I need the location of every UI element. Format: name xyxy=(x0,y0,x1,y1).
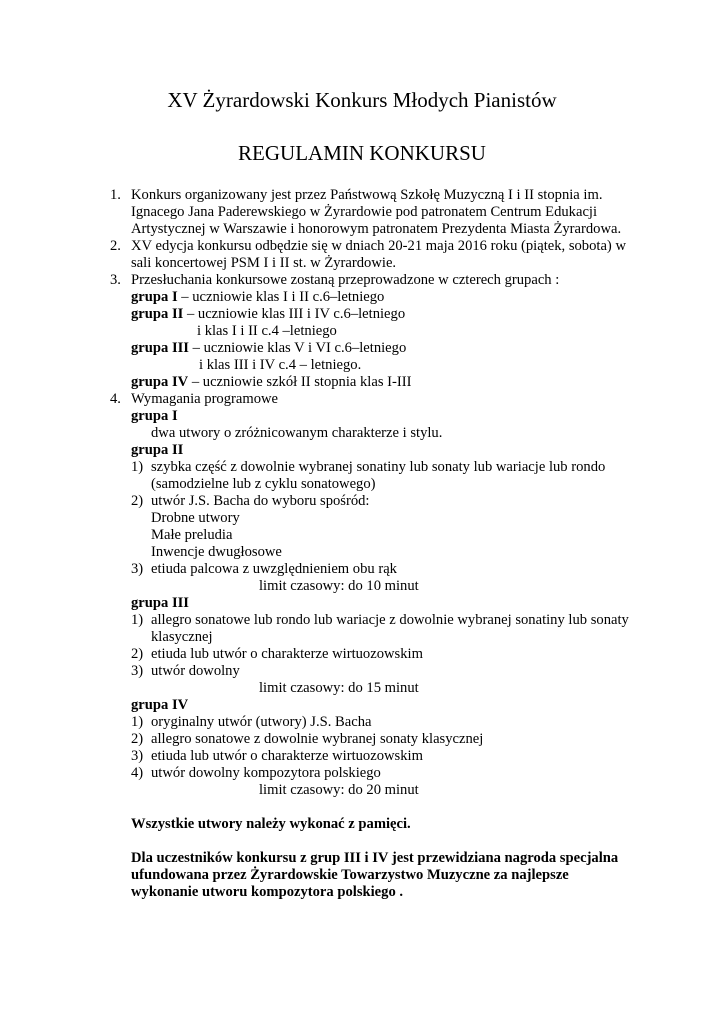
group-description-continued: i klas I i II c.4 –letniego xyxy=(197,323,337,339)
requirement-number: 2) xyxy=(131,731,144,747)
requirement-text: etiuda lub utwór o charakterze wirtuozowskim xyxy=(151,646,423,662)
prize-note-line: ufundowana przez Żyrardowskie Towarzystwo Muzyczne za najlepsze xyxy=(131,867,569,883)
requirement-text: dwa utwory o zróżnicowanym charakterze i stylu. xyxy=(151,425,443,441)
item-text-line: Przesłuchania konkursowe zostaną przeprowadzone w czterech grupach : xyxy=(131,272,560,288)
group-heading: grupa I xyxy=(131,408,178,424)
item-number: 4. xyxy=(110,391,121,407)
requirement-text: szybka część z dowolnie wybranej sonatiny lub sonaty lub wariacje lub rondo xyxy=(151,459,606,475)
group-line xyxy=(131,289,384,306)
prize-note-line: wykonanie utworu kompozytora polskiego . xyxy=(131,884,404,900)
memory-note: Wszystkie utwory należy wykonać z pamięci. xyxy=(131,816,411,832)
time-limit: limit czasowy: do 15 minut xyxy=(259,680,419,696)
requirement-text: etiuda lub utwór o charakterze wirtuozowskim xyxy=(151,748,423,764)
group-label: grupa III xyxy=(131,340,189,356)
time-limit: limit czasowy: do 20 minut xyxy=(259,782,419,798)
group-label: grupa II xyxy=(131,306,184,322)
group-description-continued: i klas III i IV c.4 – letniego. xyxy=(199,357,362,373)
requirement-number: 3) xyxy=(131,561,144,577)
group-heading: grupa III xyxy=(131,595,189,611)
requirement-number: 3) xyxy=(131,748,144,764)
requirement-number: 3) xyxy=(131,663,144,679)
requirement-subitem: Drobne utwory xyxy=(151,510,240,526)
document-subtitle: REGULAMIN KONKURSU xyxy=(238,141,486,165)
group-line xyxy=(131,340,406,357)
requirement-text: utwór J.S. Bacha do wyboru spośród: xyxy=(151,493,370,509)
item-number: 2. xyxy=(110,238,121,254)
requirement-number: 1) xyxy=(131,714,144,730)
requirement-number: 1) xyxy=(131,459,144,475)
group-heading: grupa II xyxy=(131,442,184,458)
group-description: – uczniowie klas V i VI c.6–letniego xyxy=(189,340,407,356)
item-text-line: Artystycznej w Warszawie i honorowym patronatem Prezydenta Miasta Żyrardowa. xyxy=(131,221,622,237)
group-label: grupa IV xyxy=(131,374,189,390)
document-title: XV Żyrardowski Konkurs Młodych Pianistów xyxy=(167,88,557,112)
item-text-line: XV edycja konkursu odbędzie się w dniach 20-21 maja 2016 roku (piątek, sobota) w xyxy=(131,238,626,254)
item-text-line: Wymagania programowe xyxy=(131,391,279,407)
requirement-number: 2) xyxy=(131,493,144,509)
item-text-line: Ignacego Jana Paderewskiego w Żyrardowie pod patronatem Centrum Edukacji xyxy=(131,204,598,220)
requirement-subitem: Małe preludia xyxy=(151,527,233,543)
group-description: – uczniowie klas III i IV c.6–letniego xyxy=(183,306,406,322)
group-heading: grupa IV xyxy=(131,697,189,713)
time-limit: limit czasowy: do 10 minut xyxy=(259,578,419,594)
prize-note-line: Dla uczestników konkursu z grup III i IV jest przewidziana nagroda specjalna xyxy=(131,850,619,866)
group-label: grupa I xyxy=(131,289,178,305)
group-line xyxy=(131,374,411,391)
requirement-text: utwór dowolny xyxy=(151,663,240,679)
item-text-line: Konkurs organizowany jest przez Państwową Szkołę Muzyczną I i II stopnia im. xyxy=(131,187,603,203)
group-line xyxy=(131,306,405,323)
requirement-text: klasycznej xyxy=(151,629,213,645)
requirement-text: allegro sonatowe lub rondo lub wariacje z dowolnie wybranej sonatiny lub sonaty xyxy=(151,612,629,628)
requirement-text: (samodzielne lub z cyklu sonatowego) xyxy=(151,476,376,492)
item-number: 3. xyxy=(110,272,121,288)
group-description: – uczniowie klas I i II c.6–letniego xyxy=(177,289,385,305)
requirement-subitem: Inwencje dwugłosowe xyxy=(151,544,282,560)
requirement-text: utwór dowolny kompozytora polskiego xyxy=(151,765,381,781)
requirement-number: 2) xyxy=(131,646,144,662)
requirement-number: 1) xyxy=(131,612,144,628)
requirement-number: 4) xyxy=(131,765,144,781)
requirement-text: oryginalny utwór (utwory) J.S. Bacha xyxy=(151,714,372,730)
requirement-text: etiuda palcowa z uwzględnieniem obu rąk xyxy=(151,561,397,577)
item-number: 1. xyxy=(110,187,121,203)
group-description: – uczniowie szkół II stopnia klas I-III xyxy=(188,374,412,390)
requirement-text: allegro sonatowe z dowolnie wybranej sonaty klasycznej xyxy=(151,731,484,747)
item-text-line: sali koncertowej PSM I i II st. w Żyrardowie. xyxy=(131,255,397,271)
